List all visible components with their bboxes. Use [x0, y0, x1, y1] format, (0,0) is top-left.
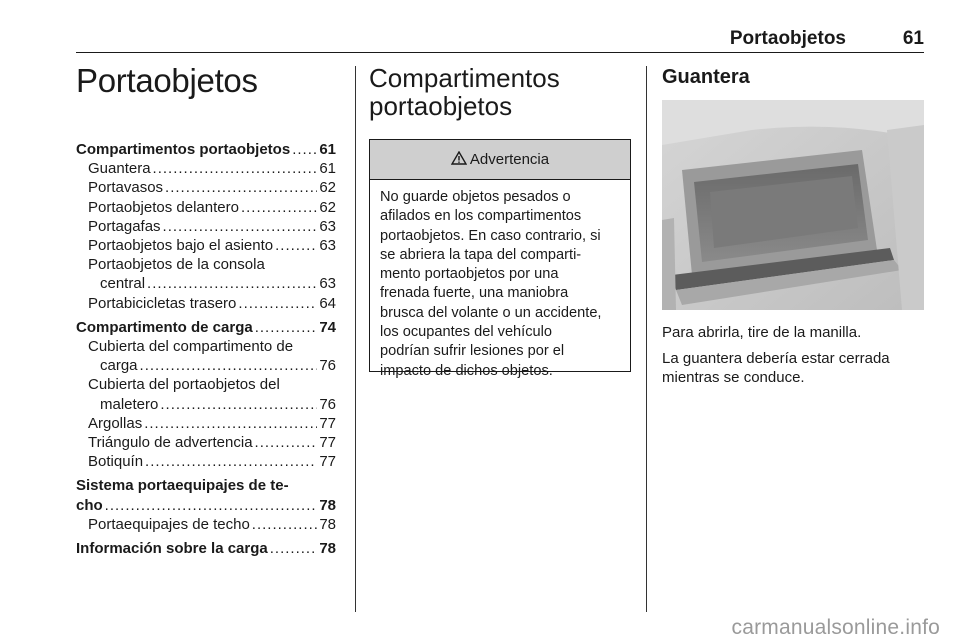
toc-leader-dots [270, 539, 318, 558]
toc-page-number: 62 [319, 198, 336, 216]
toc-entry-text: Portaobjetos delantero [88, 198, 239, 216]
toc-entry[interactable] [76, 274, 336, 293]
chapter-title: Portaobjetos [76, 62, 258, 99]
toc-entry-text: Guantera [88, 160, 151, 178]
toc-entry[interactable] [76, 452, 336, 471]
toc-entry[interactable] [76, 395, 336, 414]
toc-entry-text: Portaobjetos bajo el asiento [88, 237, 274, 255]
paragraph-line: La guantera debería estar cerrada [662, 349, 890, 367]
warning-text-line: se abriera la tapa del comparti- [380, 246, 582, 263]
toc-leader-dots [252, 515, 318, 534]
toc-entry[interactable] [76, 414, 336, 433]
warning-text [370, 180, 630, 381]
toc-page-number: 74 [319, 318, 336, 336]
toc-page-number: 76 [319, 395, 336, 413]
toc-entry-text: Sistema portaequipajes de te- [76, 477, 289, 495]
toc-entry-text: central [100, 275, 146, 293]
toc-entry[interactable] [76, 159, 336, 178]
toc-page-number: 63 [319, 275, 336, 293]
toc-entry[interactable] [76, 337, 336, 356]
warning-text-line: portaobjetos. En caso contrario, si [380, 227, 601, 244]
warning-text-line: mento portaobjetos por una [380, 266, 559, 283]
table-of-contents [76, 140, 336, 558]
toc-entry[interactable] [76, 217, 336, 236]
toc-entry[interactable] [76, 140, 336, 159]
toc-leader-dots [238, 294, 317, 313]
paragraph [662, 349, 924, 388]
toc-entry[interactable] [76, 476, 336, 495]
warning-text-line: brusca del volante o un accidente, [380, 304, 602, 321]
toc-page-number: 78 [319, 496, 336, 514]
toc-entry[interactable] [76, 496, 336, 515]
warning-text-line: los ocupantes del vehículo [380, 324, 552, 341]
toc-entry-text: Botiquín [88, 453, 144, 471]
running-header [76, 26, 924, 53]
toc-entry-text: Portagafas [88, 217, 161, 235]
toc-leader-dots [160, 395, 317, 414]
warning-text-line: podrían sufrir lesiones por el [380, 343, 565, 360]
toc-entry-text: carga [100, 357, 138, 375]
toc-leader-dots [145, 452, 317, 471]
toc-page-number: 62 [319, 179, 336, 197]
column-divider [355, 66, 356, 612]
toc-entry[interactable] [76, 515, 336, 534]
warning-text-line: No guarde objetos pesados o [380, 189, 571, 205]
toc-entry-text: maletero [100, 395, 159, 413]
toc-page-number: 63 [319, 237, 336, 255]
toc-entry-text: Portavasos [88, 179, 164, 197]
warning-text-line: frenada fuerte, una maniobra [380, 285, 569, 302]
toc-leader-dots [255, 318, 318, 337]
warning-icon [451, 151, 467, 169]
warning-box [369, 139, 631, 379]
column-divider [646, 66, 647, 612]
toc-leader-dots [153, 159, 318, 178]
body-text [662, 323, 924, 394]
warning-text-line: impacto de dichos objetos. [380, 362, 553, 379]
toc-page-number: 61 [319, 141, 336, 158]
toc-leader-dots [147, 274, 317, 293]
page-number: 61 [902, 28, 924, 49]
toc-entry[interactable] [76, 433, 336, 452]
toc-page-number: 61 [319, 160, 336, 178]
paragraph-line: Para abrirla, tire de la manilla. [662, 324, 862, 341]
toc-entry-text: Argollas [88, 414, 143, 432]
toc-entry-text: Información sobre la carga [76, 540, 268, 558]
toc-page-number: 77 [319, 434, 336, 452]
toc-page-number: 78 [319, 540, 336, 558]
running-header-title: Portaobjetos [729, 28, 846, 49]
toc-entry-text: Portaobjetos de la consola [88, 256, 265, 274]
toc-leader-dots [255, 433, 318, 452]
toc-entry-text: Compartimento de carga [76, 318, 253, 336]
toc-entry[interactable] [76, 198, 336, 217]
toc-leader-dots [140, 356, 318, 375]
toc-leader-dots [163, 217, 318, 236]
toc-entry[interactable] [76, 294, 336, 313]
toc-leader-dots [292, 140, 317, 159]
watermark: carmanualsonline.info [731, 616, 940, 639]
toc-entry[interactable] [76, 539, 336, 558]
warning-title: Advertencia [469, 151, 550, 168]
toc-entry-text: cho [76, 496, 103, 514]
toc-page-number: 76 [319, 357, 336, 375]
toc-leader-dots [241, 198, 317, 217]
toc-page-number: 78 [319, 515, 336, 533]
toc-entry[interactable] [76, 236, 336, 255]
toc-page-number: 77 [319, 453, 336, 471]
toc-page-number: 64 [319, 294, 336, 312]
toc-page-number: 77 [319, 414, 336, 432]
warning-header [370, 140, 630, 180]
toc-entry-text: Portaequipajes de techo [88, 515, 250, 533]
toc-entry[interactable] [76, 255, 336, 274]
toc-entry-text: Cubierta del compartimento de [88, 338, 294, 356]
toc-entry-text: Triángulo de advertencia [88, 434, 253, 452]
toc-page-number: 63 [319, 217, 336, 235]
toc-leader-dots [275, 236, 317, 255]
toc-leader-dots [144, 414, 317, 433]
toc-entry-text: Cubierta del portaobjetos del [88, 376, 280, 394]
toc-entry[interactable] [76, 375, 336, 394]
toc-leader-dots [165, 178, 317, 197]
toc-entry-text: Portabicicletas trasero [88, 294, 237, 312]
paragraph-line: mientras se conduce. [662, 369, 805, 386]
toc-entry[interactable] [76, 356, 336, 375]
warning-text-line: afilados en los compartimentos [380, 208, 582, 225]
toc-entry[interactable] [76, 178, 336, 197]
section-title: Compartimentos portaobjetos [369, 63, 560, 121]
subsection-title: Guantera [662, 66, 750, 88]
paragraph [662, 323, 924, 343]
glovebox-photo [662, 100, 924, 310]
toc-leader-dots [105, 496, 318, 515]
toc-entry[interactable] [76, 318, 336, 337]
toc-entry-text: Compartimentos portaobjetos [76, 141, 291, 158]
